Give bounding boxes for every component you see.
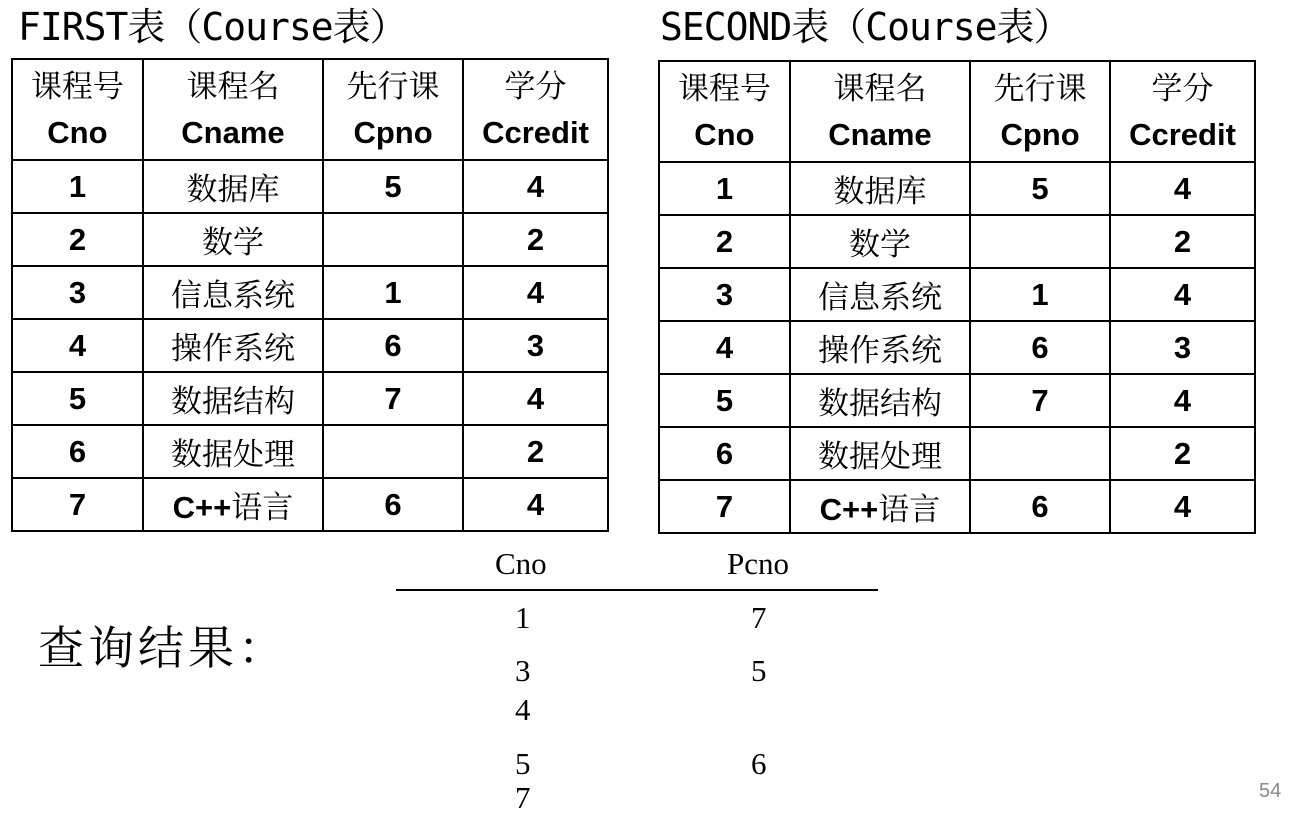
cell-cpno [970,215,1110,268]
cell-cpno: 5 [323,160,463,213]
header-cpno [323,59,463,160]
cell-cname [790,162,970,215]
header-cname-en: Cname [181,114,285,150]
header-cno-en: Cno [47,114,108,150]
cell-cname [143,319,323,372]
cell-cno: 6 [12,425,143,478]
header-ccredit-en: Ccredit [482,114,589,150]
cell-cname-text: 操作系统 [817,333,942,368]
result-cell-pcno: 6 [751,746,767,781]
header-ccredit-zh: 学分 [504,68,567,104]
header-ccredit-zh: 学分 [1151,70,1214,106]
result-cell-pcno: 7 [751,600,767,635]
header-ccredit-en: Ccredit [1129,116,1236,152]
cell-ccredit: 4 [463,266,608,319]
cell-cname [790,321,970,374]
cell-cname-text: 语言 [231,490,294,525]
header-cpno-zh: 先行课 [993,70,1087,106]
page-number: 54 [1259,780,1282,802]
cell-cno: 7 [659,480,790,533]
table-row [12,478,608,531]
table-row [659,162,1255,215]
cell-cname [143,478,323,531]
cell-cname [790,427,970,480]
cell-cname-text: 操作系统 [170,331,295,366]
cell-cno: 4 [12,319,143,372]
header-cname [790,61,970,162]
cell-cno: 5 [12,372,143,425]
result-header-cno: Cno [495,546,547,581]
cell-cno: 3 [12,266,143,319]
cell-cno: 2 [12,213,143,266]
result-cell-cno: 4 [515,692,531,727]
cell-cno: 2 [659,215,790,268]
header-cname-zh: 课程名 [833,70,927,106]
header-cpno-en: Cpno [353,114,433,150]
cell-cpno: 6 [970,480,1110,533]
cell-ccredit: 4 [463,372,608,425]
result-cell-pcno: 5 [751,653,767,688]
table-row [659,374,1255,427]
cell-cname-text: 数学 [848,227,911,262]
table-row [12,319,608,372]
cell-ccredit: 4 [1110,374,1255,427]
cell-cname-text: 数据库 [186,172,280,207]
cell-cname [790,480,970,533]
cell-cname-text: 数据结构 [170,384,295,419]
table-header-row [12,59,608,160]
cell-cpno: 7 [970,374,1110,427]
cell-cpno: 6 [323,478,463,531]
header-cname-en: Cname [828,116,932,152]
cell-cno: 4 [659,321,790,374]
result-cell-cno: 7 [515,780,531,815]
result-cell-cno: 3 [515,653,531,688]
cell-cpno [323,213,463,266]
table-header-row [659,61,1255,162]
cell-ccredit: 3 [463,319,608,372]
cell-cname [143,160,323,213]
table-row [659,215,1255,268]
cell-ccredit: 4 [463,478,608,531]
cell-cname-text: 语言 [878,492,941,527]
header-cno-zh: 课程号 [30,68,124,104]
cell-cname [143,213,323,266]
second-table-title: SECOND表（Course表） [660,5,1071,49]
header-cpno-zh: 先行课 [346,68,440,104]
cell-cname-text: 数学 [201,225,264,260]
cell-cno: 3 [659,268,790,321]
cell-cpno: 1 [323,266,463,319]
cell-ccredit: 4 [1110,162,1255,215]
cell-ccredit: 4 [463,160,608,213]
cell-cno: 5 [659,374,790,427]
cell-cpno: 6 [323,319,463,372]
result-header-pcno: Pcno [727,546,789,581]
cell-ccredit: 4 [1110,480,1255,533]
cell-cname [790,374,970,427]
cell-cname [790,215,970,268]
cell-cname [790,268,970,321]
cell-cpno [323,425,463,478]
result-header-rule [396,589,878,591]
header-cno [659,61,790,162]
query-result-label: 查询结果： [38,621,288,675]
cell-cname-text: 数据处理 [170,437,295,472]
cell-cname-text: 信息系统 [170,278,295,313]
table-row [659,268,1255,321]
first-course-table [11,58,609,532]
table-row [659,480,1255,533]
cell-cname [143,425,323,478]
first-table-title: FIRST表（Course表） [18,5,407,49]
cell-cname-text: 数据处理 [817,439,942,474]
cell-cno: 1 [659,162,790,215]
header-ccredit [1110,61,1255,162]
cell-cname-text: 数据结构 [817,386,942,421]
cell-cno: 7 [12,478,143,531]
cell-cname [143,372,323,425]
header-cno-en: Cno [694,116,755,152]
cell-cno: 6 [659,427,790,480]
header-ccredit [463,59,608,160]
cell-cpno [970,427,1110,480]
cell-cname-latin: C++ [172,490,232,525]
cell-cpno: 6 [970,321,1110,374]
table-row [12,425,608,478]
header-cpno-en: Cpno [1000,116,1080,152]
header-cname [143,59,323,160]
header-cpno [970,61,1110,162]
table-row [12,266,608,319]
table-row [659,427,1255,480]
table-row [659,321,1255,374]
cell-ccredit: 2 [463,213,608,266]
cell-ccredit: 2 [1110,427,1255,480]
result-cell-cno: 5 [515,746,531,781]
table-row [12,160,608,213]
cell-cpno: 5 [970,162,1110,215]
header-cno-zh: 课程号 [677,70,771,106]
cell-ccredit: 4 [1110,268,1255,321]
cell-cpno: 7 [323,372,463,425]
cell-ccredit: 3 [1110,321,1255,374]
header-cno [12,59,143,160]
cell-cname-text: 信息系统 [817,280,942,315]
second-course-table [658,60,1256,534]
cell-cname [143,266,323,319]
result-cell-cno: 1 [515,600,531,635]
cell-ccredit: 2 [1110,215,1255,268]
header-cname-zh: 课程名 [186,68,280,104]
cell-cname-text: 数据库 [833,174,927,209]
table-row [12,213,608,266]
table-row [12,372,608,425]
cell-cno: 1 [12,160,143,213]
cell-cname-latin: C++ [819,492,879,527]
cell-ccredit: 2 [463,425,608,478]
cell-cpno: 1 [970,268,1110,321]
